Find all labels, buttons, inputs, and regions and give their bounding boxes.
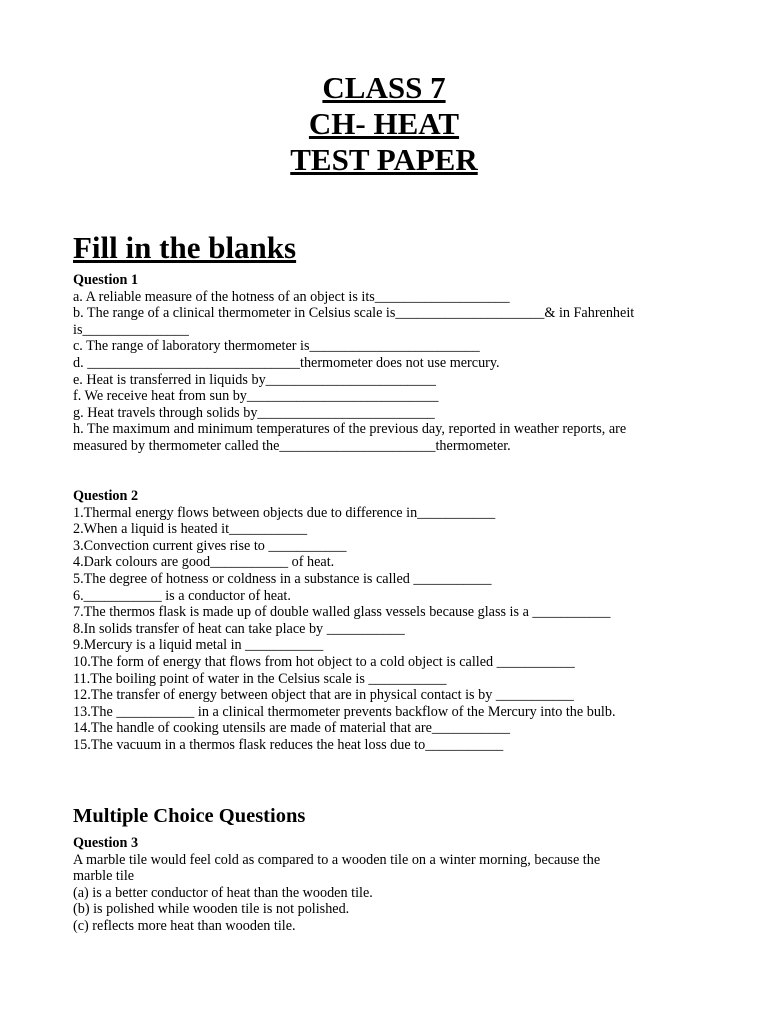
- class-title: CLASS 7: [322, 70, 446, 105]
- question-2-line: 9.Mercury is a liquid metal in ___________: [73, 637, 324, 654]
- question-3-option: (c) reflects more heat than wooden tile.: [73, 917, 296, 934]
- question-2-line: 12.The transfer of energy between object that are in physical contact is by ___________: [73, 687, 574, 704]
- question-2-line: 13.The ___________ in a clinical thermometer prevents backflow of the Mercury into the bulb.: [73, 703, 616, 720]
- question-2-line: 7.The thermos flask is made up of double walled glass vessels because glass is a ___________: [73, 604, 611, 621]
- question-1-heading: Question 1: [73, 272, 139, 288]
- question-3: [73, 835, 703, 935]
- question-1-line: c. The range of laboratory thermometer is________________________: [73, 338, 480, 355]
- chapter-title: CH- HEAT: [308, 106, 460, 141]
- question-3-option: (b) is polished while wooden tile is not polished.: [73, 901, 350, 918]
- question-2-heading: Question 2: [73, 488, 139, 504]
- question-2-line: 11.The boiling point of water in the Celsius scale is ___________: [73, 670, 447, 687]
- question-2-line: 14.The handle of cooking utensils are made of material that are___________: [73, 720, 510, 737]
- question-2-line: 15.The vacuum in a thermos flask reduces the heat loss due to___________: [73, 736, 504, 753]
- question-2-line: 1.Thermal energy flows between objects due to difference in___________: [73, 504, 496, 521]
- fill-blanks-heading: Fill in the blanks: [73, 230, 297, 265]
- question-3-heading: Question 3: [73, 835, 139, 851]
- question-1-line: a. A reliable measure of the hotness of an object is its___________________: [73, 288, 510, 305]
- question-2: [73, 488, 703, 754]
- question-2-line: 6.___________ is a conductor of heat.: [73, 587, 291, 604]
- question-2-line: 5.The degree of hotness or coldness in a substance is called ___________: [73, 570, 492, 587]
- question-1-line: is_______________: [73, 321, 189, 338]
- question-2-line: 2.When a liquid is heated it___________: [73, 521, 308, 538]
- question-1-line: measured by thermometer called the______________________thermometer.: [73, 437, 511, 454]
- paper-title: TEST PAPER: [290, 142, 478, 177]
- title-block: [0, 70, 768, 178]
- question-1-line: e. Heat is transferred in liquids by________________________: [73, 371, 436, 388]
- question-1-line: h. The maximum and minimum temperatures of the previous day, reported in weather reports, are: [73, 421, 627, 438]
- question-3-line: A marble tile would feel cold as compared to a wooden tile on a winter morning, because the: [73, 851, 601, 868]
- question-2-line: 3.Convection current gives rise to ___________: [73, 537, 347, 554]
- question-1-line: d. ______________________________thermometer does not use mercury.: [73, 354, 500, 371]
- question-1-line: b. The range of a clinical thermometer in Celsius scale is_____________________& in Fahrenheit: [73, 305, 635, 322]
- question-2-line: 8.In solids transfer of heat can take place by ___________: [73, 620, 405, 637]
- question-2-line: 10.The form of energy that flows from hot object to a cold object is called ___________: [73, 653, 575, 670]
- mcq-heading: Multiple Choice Questions: [73, 805, 306, 827]
- question-1-line: g. Heat travels through solids by_________________________: [73, 404, 435, 421]
- question-1: [73, 272, 703, 455]
- question-3-option: (a) is a better conductor of heat than the wooden tile.: [73, 884, 373, 901]
- question-1-line: f. We receive heat from sun by___________________________: [73, 388, 439, 405]
- question-3-line: marble tile: [73, 868, 135, 885]
- question-2-line: 4.Dark colours are good___________ of heat.: [73, 554, 335, 571]
